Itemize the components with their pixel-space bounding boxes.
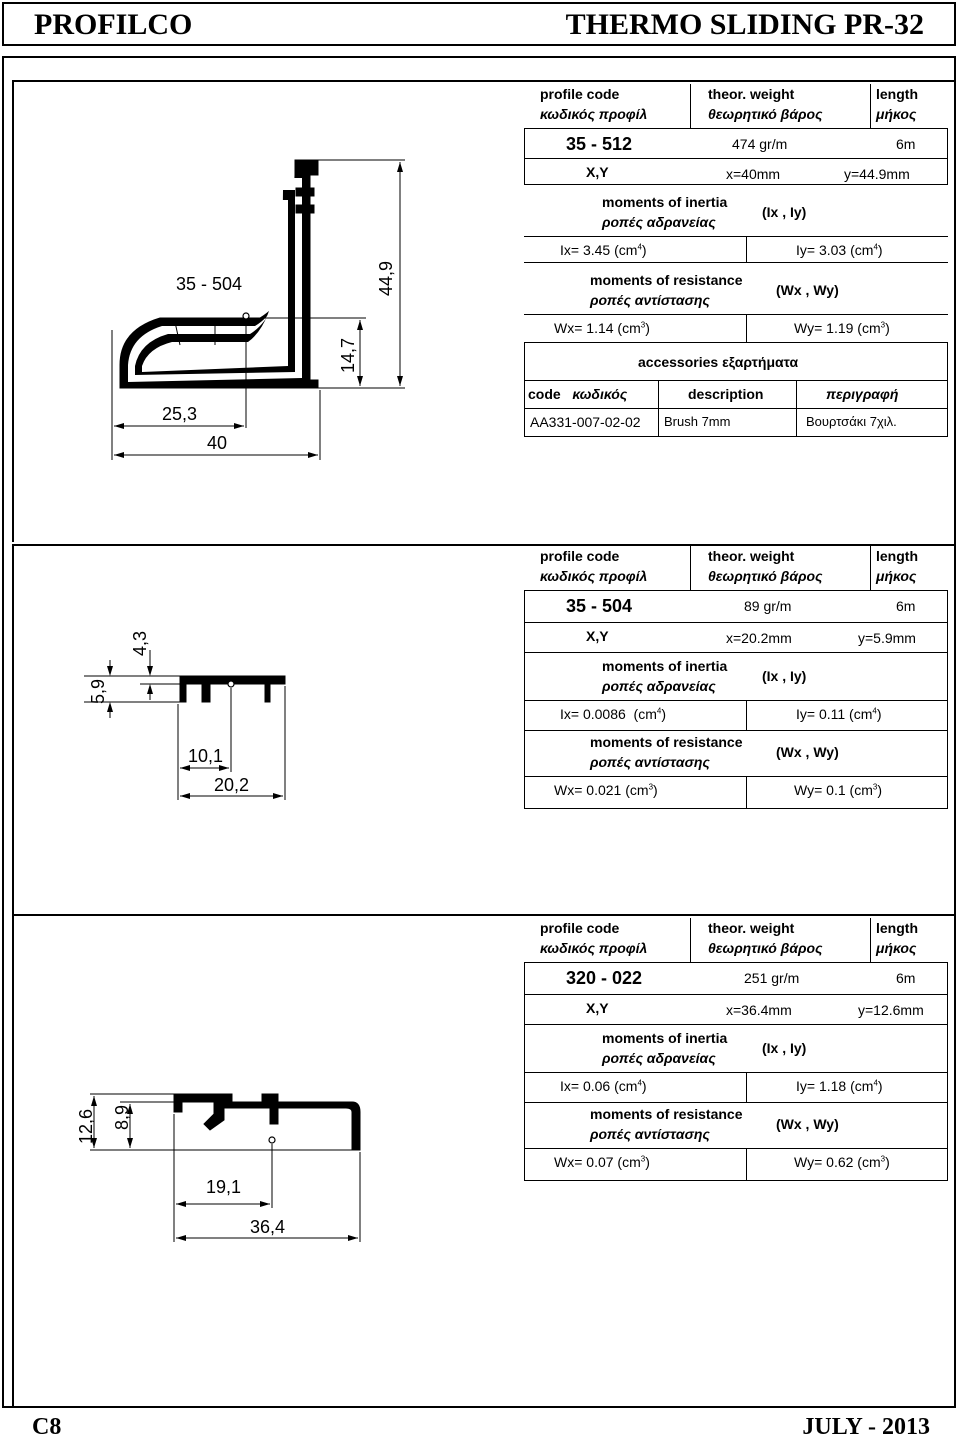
length-label-gr: μήκος: [876, 940, 917, 956]
dim-4-3: 4,3: [130, 630, 150, 656]
resistance-symbol: (Wx , Wy): [776, 744, 839, 760]
wx-value: Wx= 0.07: [554, 1154, 614, 1170]
dim-8-9: 8,9: [112, 1104, 132, 1130]
inertia-label-gr: ροπές αδρανείας: [602, 678, 716, 694]
y-value: y=12.6mm: [858, 1002, 924, 1018]
acc-desc-gr: Βουρτσάκι 7χιλ.: [806, 414, 897, 429]
inertia-symbol: (Ix , Iy): [762, 204, 807, 220]
inertia-label-gr: ροπές αδρανείας: [602, 1050, 716, 1066]
profile-table-2: profile code κωδικός προφίλ theor. weight θεωρητικό βάρος length μήκος 35 - 504 89 gr/m 6m X,Y x=20.2mm y=5.9mm moments of inertia ροπές αδρανείας (Ix , Iy) Ix= 0.0086 $(cm^4)$ Iy= 0.11 $(cm^4)$ moments of resistance ροπές αντίστασης (Wx , Wy) Wx= 0.021 $(cm^3)$ Wy= 0.1 $(cm^3)$: [524, 546, 948, 808]
weight-label-gr: θεωρητικό βάρος: [708, 106, 823, 122]
resistance-label-gr: ροπές αντίστασης: [590, 292, 710, 308]
profile-code: 320 - 022: [566, 968, 643, 988]
drawing-part-label: 35 - 504: [176, 274, 243, 294]
dim-14-7: 14,7: [338, 337, 358, 373]
inertia-label: moments of inertia: [602, 658, 728, 674]
profile-code: 35 - 512: [566, 134, 633, 154]
dim-40: 40: [207, 433, 228, 453]
weight-label-gr: θεωρητικό βάρος: [708, 568, 823, 584]
weight-label: theor. weight: [708, 86, 795, 102]
dim-12-6: 12,6: [76, 1108, 96, 1144]
length-label: length: [876, 86, 918, 102]
issue-date: JULY - 2013: [802, 1414, 930, 1440]
weight-label-gr: θεωρητικό βάρος: [708, 940, 823, 956]
page-number: C8: [32, 1414, 62, 1440]
acc-desc: Brush 7mm: [664, 414, 731, 429]
acc-code-label: code κωδικός: [528, 386, 628, 402]
wx-value: Wx= 0.021: [554, 782, 622, 798]
accessories-title: accessories εξαρτήματα: [638, 354, 799, 370]
wy-value: Wy= 0.62: [794, 1154, 854, 1170]
profile-code-label-gr: κωδικός προφίλ: [540, 940, 648, 956]
iy-value: Iy= 1.18: [796, 1078, 847, 1094]
inertia-label: moments of inertia: [602, 194, 728, 210]
profile-weight: 89 gr/m: [744, 598, 792, 614]
ix-value: Ix= 3.45: [560, 242, 611, 258]
x-value: x=20.2mm: [726, 630, 792, 646]
iy-value: Iy= 3.03: [796, 242, 847, 258]
inertia-symbol: (Ix , Iy): [762, 668, 807, 684]
resistance-label-gr: ροπές αντίστασης: [590, 1126, 710, 1142]
acc-desc-label-gr: περιγραφή: [826, 386, 899, 402]
profile-weight: 251 gr/m: [744, 970, 800, 986]
profile-length: 6m: [896, 598, 916, 614]
wy-value: Wy= 0.1: [794, 782, 846, 798]
acc-desc-label: description: [688, 386, 764, 402]
brand-title: PROFILCO: [34, 8, 193, 41]
dim-5-9: 5,9: [88, 678, 108, 704]
wy-value: Wy= 1.19: [794, 320, 854, 336]
length-label: length: [876, 920, 918, 936]
x-value: x=36.4mm: [726, 1002, 792, 1018]
dim-44-9: 44,9: [376, 260, 396, 296]
resistance-label: moments of resistance: [590, 272, 743, 288]
wx-value: Wx= 1.14: [554, 320, 614, 336]
profile-code-label-gr: κωδικός προφίλ: [540, 568, 648, 584]
profile-length: 6m: [896, 136, 916, 152]
dim-19-1: 19,1: [206, 1177, 242, 1197]
ix-value: Ix= 0.06: [560, 1078, 611, 1094]
xy-label: X,Y: [586, 628, 609, 644]
weight-label: theor. weight: [708, 548, 795, 564]
xy-label: X,Y: [586, 1000, 609, 1016]
resistance-symbol: (Wx , Wy): [776, 282, 839, 298]
iy-value: Iy= 0.11: [796, 706, 846, 722]
inertia-symbol: (Ix , Iy): [762, 1040, 807, 1056]
inertia-label-gr: ροπές αδρανείας: [602, 214, 716, 230]
profile-weight: 474 gr/m: [732, 136, 788, 152]
dim-10-1: 10,1: [188, 746, 224, 766]
y-value: y=5.9mm: [858, 630, 916, 646]
resistance-symbol: (Wx , Wy): [776, 1116, 839, 1132]
profile-drawing-35-512: [112, 160, 405, 460]
profile-table-1: profile code κωδικός προφίλ theor. weight θεωρητικό βάρος length μήκος 35 - 512 474 gr/m 6m X,Y x=40mm y=44.9mm moments of inertia ροπές αδρανείας (Ix , Iy) Ix= 3.45 $(cm^4)$ Iy= 3.03 $(cm^4)$ moments of resistance ροπές αντίστασης (Wx , Wy) Wx= 1.14 $(cm^3)$ Wy= 1.19 $(cm^3)$ accessories εξαρτήματα code κωδικός description περιγραφή AA331-007-02-02 Brush 7mm Βουρτσάκι 7χιλ.: [524, 84, 948, 444]
length-label-gr: μήκος: [876, 568, 917, 584]
y-value: y=44.9mm: [844, 166, 910, 182]
ix-value: Ix= 0.0086: [560, 706, 626, 722]
dim-25-3: 25,3: [162, 404, 198, 424]
dim-20-2: 20,2: [214, 775, 250, 795]
length-label: length: [876, 548, 918, 564]
acc-code: AA331-007-02-02: [530, 414, 641, 430]
profile-table-3: profile code κωδικός προφίλ theor. weight θεωρητικό βάρος length μήκος 320 - 022 251 gr/m 6m X,Y x=36.4mm y=12.6mm moments of inertia ροπές αδρανείας (Ix , Iy) Ix= 0.06 $(cm^4)$ Iy= 1.18 $(cm^4)$ moments of resistance ροπές αντίστασης (Wx , Wy) Wx= 0.07 $(cm^3)$ Wy= 0.62 $(cm^3)$: [524, 918, 948, 1180]
profile-code-label: profile code: [540, 548, 620, 564]
resistance-label: moments of resistance: [590, 734, 743, 750]
profile-code-label: profile code: [540, 920, 620, 936]
profile-code-label: profile code: [540, 86, 620, 102]
series-title: THERMO SLIDING PR-32: [565, 8, 924, 41]
profile-length: 6m: [896, 970, 916, 986]
resistance-label: moments of resistance: [590, 1106, 743, 1122]
xy-label: X,Y: [586, 164, 609, 180]
length-label-gr: μήκος: [876, 106, 917, 122]
dim-36-4: 36,4: [250, 1217, 286, 1237]
x-value: x=40mm: [726, 166, 781, 182]
inertia-label: moments of inertia: [602, 1030, 728, 1046]
profile-code-label-gr: κωδικός προφίλ: [540, 106, 648, 122]
resistance-label-gr: ροπές αντίστασης: [590, 754, 710, 770]
weight-label: theor. weight: [708, 920, 795, 936]
profile-code: 35 - 504: [566, 596, 633, 616]
